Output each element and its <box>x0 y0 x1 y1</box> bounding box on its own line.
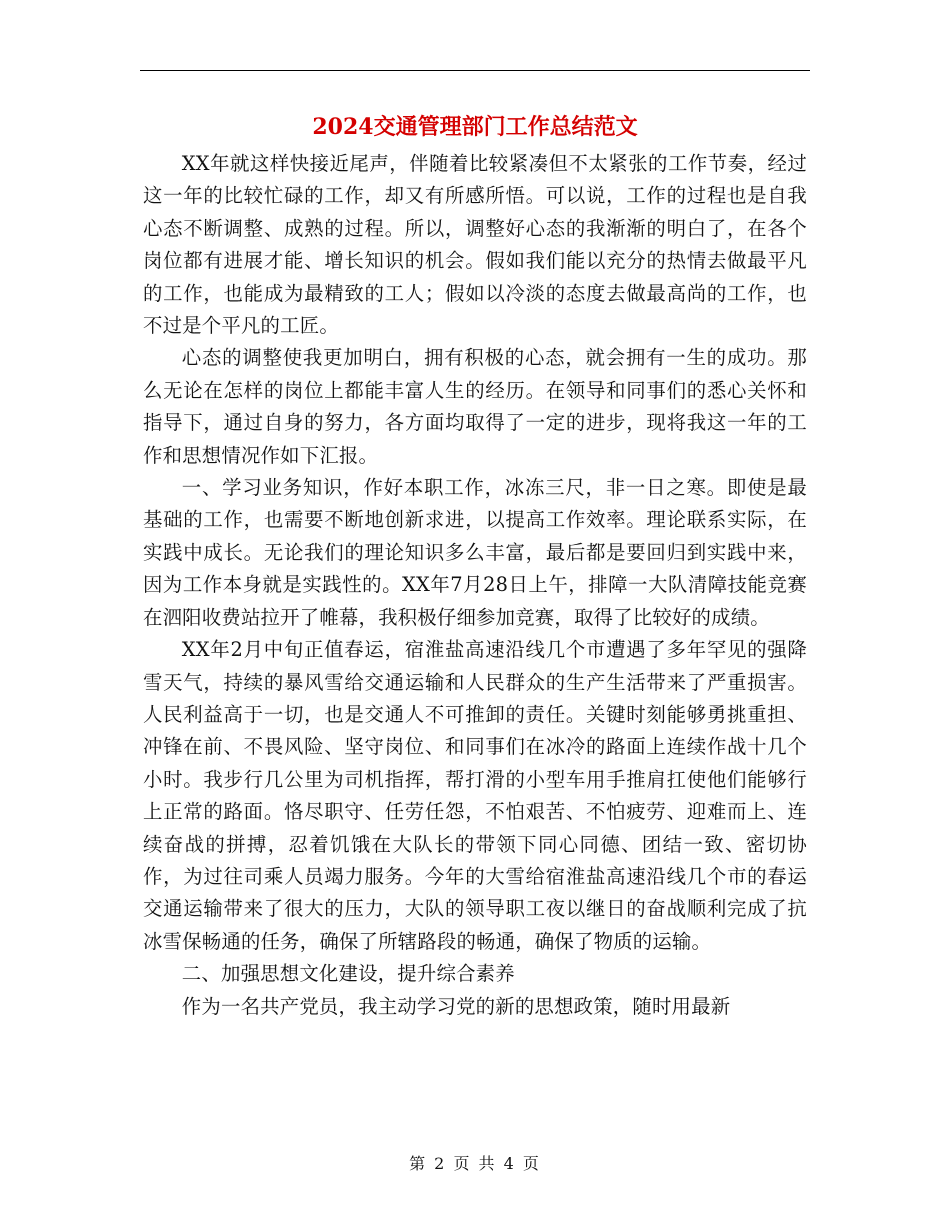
paragraph-5: 作为一名共产党员，我主动学习党的新的思想政策，随时用最新 <box>181 994 731 1018</box>
paragraph-3: 一、学习业务知识，作好本职工作，冰冻三尺，非一日之寒。即使是最基础的工作，也需要不断地创新求进，以提高工作效率。理论联系实际，在实践中成长。无论我们的理论知识多么丰富，最后都是要回归到实践中来，因为工作本身就是实践性的。XX年7月28日上午，排障一大队清障技能竞赛在泗阳收费站拉开了帷幕，我积极仔细参加竞赛，取得了比较好的成绩。 <box>143 476 807 629</box>
paragraph-4: XX年2月中旬正值春运，宿淮盐高速沿线几个市遭遇了多年罕见的强降雪天气，持续的暴风雪给交通运输和人民群众的生产生活带来了严重损害。人民利益高于一切，也是交通人不可推卸的责任。关键时刻能够勇挑重担、冲锋在前、不畏风险、坚守岗位、和同事们在冰冷的路面上连续作战十几个小时。我步行几公里为司机指挥，帮打滑的小型车用手推肩扛使他们能够行上正常的路面。恪尽职守、任劳任怨，不怕艰苦、不怕疲劳、迎难而上、连续奋战的拼搏，忍着饥饿在大队长的带领下同心同德、团结一致、密切协作，为过往司乘人员竭力服务。今年的大雪给宿淮盐高速沿线几个市的春运交通运输带来了很大的压力，大队的领导职工夜以继日的奋战顺利完成了抗冰雪保畅通的任务，确保了所辖路段的畅通，确保了物质的运输。 <box>143 638 807 953</box>
paragraph-1: XX年就这样快接近尾声，伴随着比较紧凑但不太紧张的工作节奏，经过这一年的比较忙碌的工作，却又有所感所悟。可以说，工作的过程也是自我心态不断调整、成熟的过程。所以，调整好心态的我渐渐的明白了，在各个岗位都有进展才能、增长知识的机会。假如我们能以充分的热情去做最平凡的工作，也能成为最精致的工人；假如以冷淡的态度去做最高尚的工作，也不过是个平凡的工匠。 <box>143 152 807 338</box>
document-title: 2024交通管理部门工作总结范文 <box>312 114 638 140</box>
paragraph-2: 心态的调整使我更加明白，拥有积极的心态，就会拥有一生的成功。那么无论在怎样的岗位上都能丰富人生的经历。在领导和同事们的悉心关怀和指导下，通过自身的努力，各方面均取得了一定的进步，现将我这一年的工作和思想情况作如下汇报。 <box>143 346 807 467</box>
document-body <box>143 148 807 1023</box>
page-number-footer: 第 2 页 共 4 页 <box>409 1154 541 1173</box>
section-heading-2: 二、加强思想文化建设，提升综合素养 <box>181 962 515 986</box>
header-rule <box>140 70 810 71</box>
